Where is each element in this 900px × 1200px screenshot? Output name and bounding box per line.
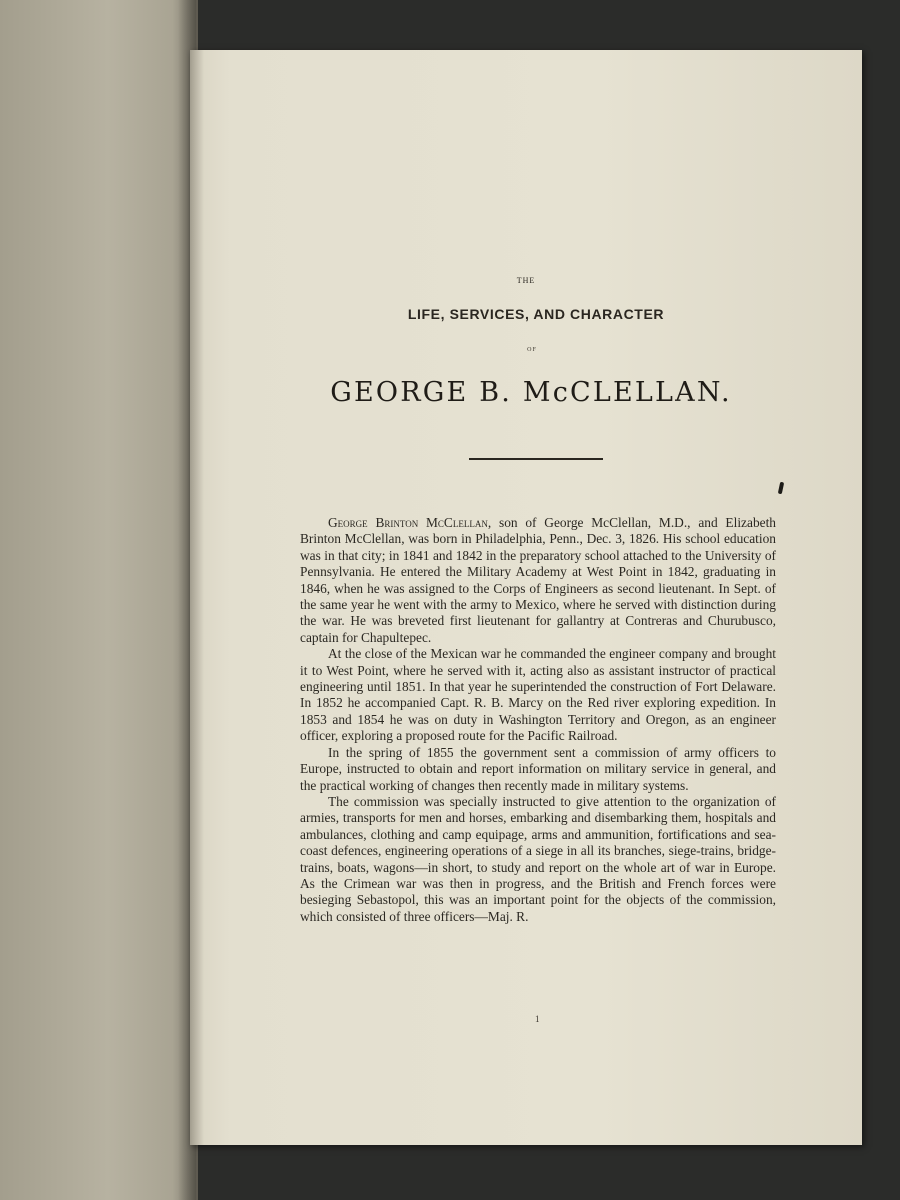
title-subject: GEORGE B. McCLELLAN. (330, 377, 732, 408)
title-of: OF (527, 347, 537, 353)
paragraph-3: In the spring of 1855 the government sent a commission of army officers to Europe, instructed to obtain and report information on military service in general, and the practical working of changes then recently made in military systems. (300, 744, 776, 793)
body-text (300, 515, 776, 925)
page-number: 1 (535, 1014, 540, 1024)
paragraph-4: The commission was specially instructed to give attention to the organization of armies, transports for men and horses, embarking and disembarking them, hospitals and ambulances, clothing and camp equipage, arms and ammunition, fortifications and sea-coast defences, engineering operations of a siege in all its branches, siege-trains, bridge-trains, boats, wagons—in short, to study and report on the whole art of war in Europe. As the Crimean war was then in progress, and the British and French forces were besieging Sebastopol, this was an important point for the objects of the commission, which consisted of three officers—Maj. R. (300, 793, 776, 924)
paragraph-2: At the close of the Mexican war he commanded the engineer company and brought it to West Point, where he served with it, acting also as assistant instructor of practical engineering until 1851. In that year he superintended the construction of Fort Delaware. In 1852 he accompanied Capt. R. B. Marcy on the Red river exploring expedition. In 1853 and 1854 he was on duty in Washington Territory and Oregon, as an engineer officer, exploring a proposed route for the Pacific Railroad. (300, 646, 776, 744)
title-rule (469, 458, 603, 460)
gutter-shadow (190, 50, 204, 1145)
title-heading: LIFE, SERVICES, AND CHARACTER (407, 306, 665, 322)
paragraph-1-text: , son of George McClellan, M.D., and Elizabeth Brinton McClellan, was born in Philadelphia, Penn., Dec. 3, 1826. His school education was in that city; in 1841 and 1842 in the preparatory school attached to the University of Pennsylvania. He entered the Military Academy at West Point in 1842, graduating in 1846, when he was assigned to the Corps of Engineers as second lieutenant. In Sept. of the same year he went with the army to Mexico, where he served with distinction during the war. He was breveted first lieutenant for gallantry at Contreras and Churubusco, captain for Chapultepec. (300, 515, 776, 645)
paragraph-1 (300, 515, 776, 646)
title-the: THE (516, 276, 536, 285)
paragraph-1-lead: George Brinton McClellan (328, 515, 488, 530)
book-page (190, 50, 862, 1145)
left-page (0, 0, 198, 1200)
ink-mark (778, 482, 784, 495)
